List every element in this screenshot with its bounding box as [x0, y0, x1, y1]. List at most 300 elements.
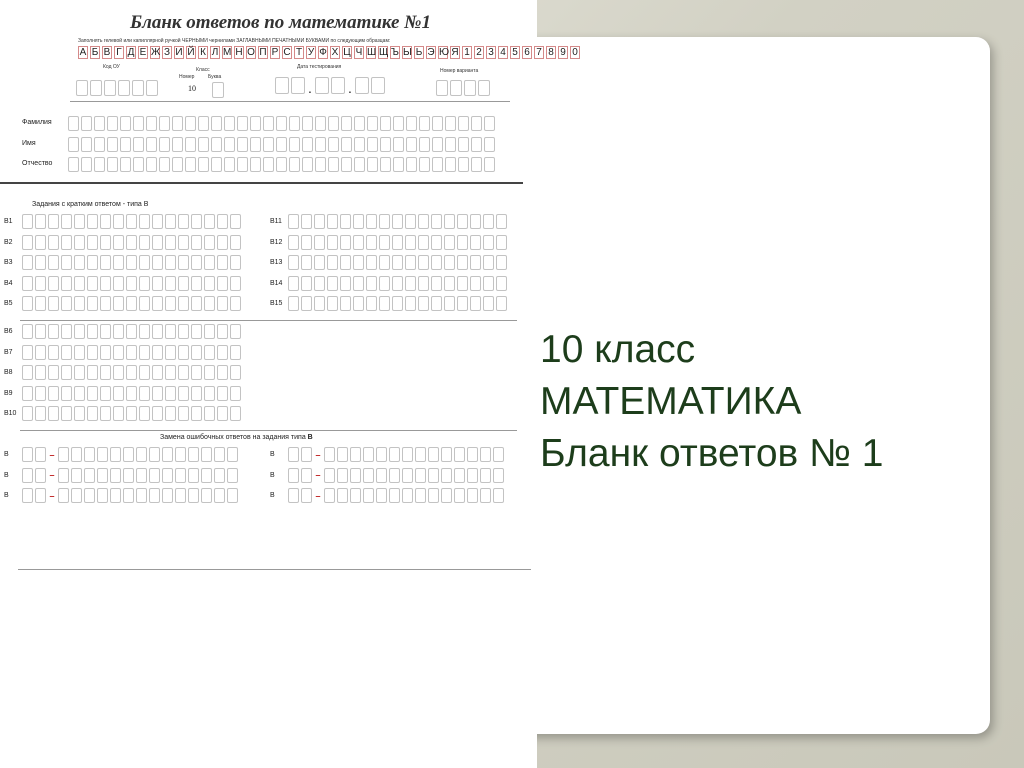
answer-cell: [444, 255, 455, 270]
answer-cell: [230, 276, 241, 291]
sample-char: 2: [474, 46, 484, 59]
answer-cell: [324, 488, 335, 503]
answer-cell: [393, 137, 404, 152]
answer-cell: [113, 345, 124, 360]
answer-cell: [87, 214, 98, 229]
answer-cell: [48, 296, 59, 311]
answer-cell: [302, 157, 313, 172]
answer-cell: [217, 365, 228, 380]
answer-cell: [217, 296, 228, 311]
answer-cell: [237, 157, 248, 172]
answer-cell: [22, 214, 33, 229]
answer-cell: [230, 235, 241, 250]
answer-cell: [87, 235, 98, 250]
replacement-row-label: В: [270, 492, 275, 499]
sample-char: Ю: [439, 47, 450, 58]
answer-cell: [457, 276, 468, 291]
answer-cell: [191, 406, 202, 421]
answer-cell: [314, 276, 325, 291]
answer-cell: [198, 157, 209, 172]
answer-cell: [204, 214, 215, 229]
answer-cell: [159, 157, 170, 172]
answer-cell: [35, 324, 46, 339]
answer-cell: [263, 137, 274, 152]
answer-cell: [201, 488, 212, 503]
answer-cell: [113, 324, 124, 339]
answer-cell: [74, 255, 85, 270]
answer-cell: [379, 214, 390, 229]
answer-cell: [58, 468, 69, 483]
answer-cell: [470, 235, 481, 250]
answer-cell: [379, 296, 390, 311]
answer-cell: [483, 255, 494, 270]
sample-char: Г: [114, 46, 124, 59]
answer-cell: [230, 324, 241, 339]
answer-cell: [113, 276, 124, 291]
answer-cell: [35, 235, 46, 250]
answer-cell: [136, 468, 147, 483]
answer-cell: [458, 157, 469, 172]
answer-row: [270, 276, 507, 291]
answer-cell: [458, 116, 469, 131]
answer-cell: [201, 468, 212, 483]
answer-cell: [113, 296, 124, 311]
answer-cell: [139, 276, 150, 291]
answer-cell: [376, 488, 387, 503]
answer-cell: [415, 468, 426, 483]
answer-cell: [204, 365, 215, 380]
answer-row: [4, 235, 241, 250]
answer-cell: [87, 255, 98, 270]
sample-char: Щ: [379, 47, 389, 58]
test-date-label: Дата тестирования: [297, 64, 342, 70]
answer-cell: [406, 116, 417, 131]
answer-cell: [162, 488, 173, 503]
answer-cell: [230, 345, 241, 360]
answer-cell: [340, 276, 351, 291]
sample-char: К: [198, 46, 208, 59]
answer-cell: [71, 447, 82, 462]
sample-char: Ы: [403, 47, 412, 58]
answer-cell: [250, 137, 261, 152]
answer-cell: [165, 255, 176, 270]
answer-cell: [457, 296, 468, 311]
answer-cell: [68, 157, 79, 172]
answer-cell: [178, 214, 189, 229]
answer-cell: [165, 345, 176, 360]
sample-char: У: [307, 47, 315, 58]
answer-cell: [165, 406, 176, 421]
answer-cell: [139, 345, 150, 360]
answer-row-label: B10: [4, 410, 17, 417]
answer-row-label: B9: [4, 389, 13, 397]
sample-char: Ф: [319, 47, 327, 58]
answer-cell: [314, 296, 325, 311]
answer-cell: [152, 345, 163, 360]
answer-cell: [353, 296, 364, 311]
answer-cell: [185, 116, 196, 131]
answer-cell: [366, 214, 377, 229]
answer-cell: [419, 137, 430, 152]
answer-cell: [136, 447, 147, 462]
answer-cell: [97, 488, 108, 503]
answer-cell: [35, 386, 46, 401]
answer-cell: [496, 214, 507, 229]
answer-cell: [126, 365, 137, 380]
answer-cell: [84, 488, 95, 503]
answer-cell: [496, 255, 507, 270]
answer-cell: [172, 157, 183, 172]
answer-cell: [217, 406, 228, 421]
answer-row-label: B5: [4, 300, 13, 307]
answer-cell: [188, 488, 199, 503]
sample-char: 4: [498, 46, 508, 59]
answer-cell: [87, 324, 98, 339]
answer-cell: [419, 157, 430, 172]
answer-cell: [165, 235, 176, 250]
answer-cell: [81, 137, 92, 152]
answer-cell: [224, 116, 235, 131]
answer-cell: [415, 447, 426, 462]
answer-cell: [74, 386, 85, 401]
answer-cell: [35, 345, 46, 360]
answer-cell: [444, 214, 455, 229]
answer-row: [4, 386, 241, 401]
answer-cell: [152, 324, 163, 339]
answer-cell: [263, 157, 274, 172]
answer-cell: [191, 235, 202, 250]
answer-cell: [149, 447, 160, 462]
school-code-label: Код ОУ: [103, 64, 120, 70]
answer-cell: [87, 345, 98, 360]
answer-cell: [217, 345, 228, 360]
answer-cell: [178, 345, 189, 360]
answer-cell: [113, 386, 124, 401]
answer-cell: [165, 365, 176, 380]
answer-cell: [350, 447, 361, 462]
answer-cell: [120, 157, 131, 172]
answer-cell: [418, 214, 429, 229]
sample-char: Э: [427, 47, 435, 58]
answer-cell: [406, 137, 417, 152]
sample-char: А: [79, 47, 87, 58]
class-number-label: Номер: [179, 74, 195, 80]
answer-cell: [61, 365, 72, 380]
answer-cell: [100, 324, 111, 339]
answer-cell: [289, 116, 300, 131]
class-letter-label: Буква: [208, 74, 222, 80]
answer-cell: [178, 255, 189, 270]
answer-cell: [496, 235, 507, 250]
sample-char: 5: [510, 46, 520, 59]
answer-cell: [341, 157, 352, 172]
answer-cell: [100, 296, 111, 311]
answer-cell: [341, 116, 352, 131]
answer-cell: [301, 296, 312, 311]
answer-cell: [35, 296, 46, 311]
answer-cell: [113, 365, 124, 380]
answer-cell: [48, 235, 59, 250]
answer-cell: [113, 255, 124, 270]
answer-cell: [100, 386, 111, 401]
answer-cell: [87, 386, 98, 401]
answer-cell: [327, 276, 338, 291]
answer-cell: [454, 468, 465, 483]
answer-cell: [276, 116, 287, 131]
sample-char: 6: [522, 46, 532, 59]
sample-char: С: [283, 47, 291, 58]
replacement-row: [4, 468, 238, 483]
answer-cell: [126, 235, 137, 250]
answer-cell: [237, 116, 248, 131]
answer-cell: [432, 157, 443, 172]
answer-cell: [493, 447, 504, 462]
answer-cell: [204, 324, 215, 339]
answer-cell: [480, 488, 491, 503]
answer-cell: [188, 447, 199, 462]
answer-cell: [302, 137, 313, 152]
answer-cell: [432, 116, 443, 131]
answer-cell: [379, 276, 390, 291]
answer-cell: [217, 276, 228, 291]
answer-cell: [178, 276, 189, 291]
answer-cell: [483, 276, 494, 291]
answer-cell: [22, 276, 33, 291]
answer-cell: [204, 386, 215, 401]
answer-cell: [87, 296, 98, 311]
answer-cell: [484, 137, 495, 152]
slide-caption: [540, 324, 883, 480]
replacement-divider: [20, 430, 517, 431]
surname-boxes: [68, 116, 495, 131]
answer-cell: [61, 214, 72, 229]
answer-cell: [191, 276, 202, 291]
answer-cell: [363, 447, 374, 462]
answer-cell: [175, 447, 186, 462]
answer-cell: [431, 276, 442, 291]
sample-char: И: [175, 47, 183, 58]
answer-cell: [120, 116, 131, 131]
answer-row: [270, 235, 507, 250]
answer-cell: [230, 406, 241, 421]
answer-cell: [214, 447, 225, 462]
answer-cell: [483, 296, 494, 311]
answer-cell: [217, 235, 228, 250]
answer-cell: [94, 137, 105, 152]
answer-cell: [35, 255, 46, 270]
answer-cell: [471, 137, 482, 152]
answer-row: [4, 345, 241, 360]
answer-cell: [61, 324, 72, 339]
answer-cell: [162, 447, 173, 462]
answer-cell: [71, 468, 82, 483]
replacement-dash: –: [49, 449, 55, 460]
sample-character-row: [78, 46, 580, 59]
answer-cell: [367, 157, 378, 172]
answer-cell: [198, 116, 209, 131]
sample-char: 7: [534, 46, 544, 59]
replacement-row: [270, 447, 504, 462]
answer-cell: [444, 235, 455, 250]
answer-cell: [353, 276, 364, 291]
answer-cell: [367, 137, 378, 152]
answer-cell: [402, 468, 413, 483]
answer-cell: [100, 276, 111, 291]
answer-cell: [366, 276, 377, 291]
answer-cell: [315, 137, 326, 152]
answer-cell: [405, 296, 416, 311]
replacement-row: [270, 468, 504, 483]
answer-cell: [71, 488, 82, 503]
answer-cell: [81, 116, 92, 131]
answer-cell: [211, 137, 222, 152]
answer-cell: [402, 447, 413, 462]
class-number-value: 10: [188, 84, 196, 93]
answer-cell: [100, 365, 111, 380]
answer-cell: [263, 116, 274, 131]
answer-row: [4, 324, 241, 339]
answer-cell: [288, 255, 299, 270]
replacement-row: [4, 447, 238, 462]
answer-cell: [496, 296, 507, 311]
replacement-dash: –: [49, 490, 55, 501]
answer-cell: [340, 235, 351, 250]
answer-cell: [152, 276, 163, 291]
answer-cell: [470, 255, 481, 270]
answer-cell: [165, 386, 176, 401]
answer-cell: [337, 447, 348, 462]
answer-cell: [126, 276, 137, 291]
answer-cell: [315, 157, 326, 172]
answer-cell: [175, 488, 186, 503]
answer-row-label: B3: [4, 259, 13, 266]
answer-row: [4, 276, 241, 291]
answer-cell: [214, 468, 225, 483]
answer-cell: [327, 255, 338, 270]
answer-cell: [230, 214, 241, 229]
answer-cell: [74, 324, 85, 339]
slide-line-form-title: Бланк ответов № 1: [540, 432, 884, 475]
answer-cell: [126, 406, 137, 421]
answer-cell: [165, 276, 176, 291]
answer-cell: [58, 488, 69, 503]
surname-label: Фамилия: [22, 119, 52, 126]
answer-cell: [74, 296, 85, 311]
answer-cell: [139, 324, 150, 339]
answer-cell: [178, 324, 189, 339]
answer-cell: [191, 324, 202, 339]
sample-char: Р: [271, 47, 279, 58]
answer-cell: [340, 255, 351, 270]
patronymic-label: Отчество: [22, 160, 53, 167]
answer-cell: [493, 488, 504, 503]
answer-row-label: B8: [4, 369, 13, 376]
answer-cell: [418, 296, 429, 311]
answer-cell: [48, 406, 59, 421]
answer-cell: [133, 116, 144, 131]
answer-cell: [113, 214, 124, 229]
answer-cell: [107, 137, 118, 152]
answer-cell: [288, 214, 299, 229]
answer-cell: [392, 255, 403, 270]
answer-cell: [314, 214, 325, 229]
answer-cell: [74, 214, 85, 229]
answer-cell: [393, 116, 404, 131]
answer-cell: [366, 296, 377, 311]
answer-cell: [175, 468, 186, 483]
answer-cell: [471, 157, 482, 172]
answer-cell: [22, 406, 33, 421]
variant-label: Номер варианта: [440, 68, 479, 74]
sample-char: Ъ: [391, 47, 399, 58]
answer-cell: [191, 214, 202, 229]
answer-cell: [113, 235, 124, 250]
replacement-dash: –: [315, 490, 321, 501]
answer-cell: [415, 488, 426, 503]
answer-cell: [178, 365, 189, 380]
answer-cell: [224, 137, 235, 152]
answer-cell: [201, 447, 212, 462]
answer-cell: [211, 116, 222, 131]
answer-cell: [94, 116, 105, 131]
answer-cell: [68, 116, 79, 131]
answer-cell: [367, 116, 378, 131]
answer-cell: [22, 255, 33, 270]
sample-char: 8: [546, 46, 556, 59]
answer-cell: [22, 235, 33, 250]
answer-row: [4, 255, 241, 270]
answer-cell: [230, 255, 241, 270]
answer-cell: [126, 296, 137, 311]
answer-cell: [392, 235, 403, 250]
answer-cell: [353, 214, 364, 229]
answer-cell: [237, 137, 248, 152]
answer-cell: [139, 365, 150, 380]
answer-cell: [81, 157, 92, 172]
answer-cell: [191, 345, 202, 360]
answer-cell: [126, 386, 137, 401]
answer-cell: [354, 116, 365, 131]
answer-cell: [327, 296, 338, 311]
answer-row-label: B11: [270, 218, 282, 225]
answer-cell: [178, 386, 189, 401]
slide-line-class: 10 класс: [540, 328, 696, 371]
answer-cell: [61, 386, 72, 401]
answer-cell: [97, 468, 108, 483]
answer-cell: [302, 116, 313, 131]
answer-cell: [366, 235, 377, 250]
answer-cell: [445, 157, 456, 172]
answer-cell: [405, 276, 416, 291]
answer-cell: [467, 488, 478, 503]
answer-row-label: B1: [4, 218, 13, 225]
answer-cell: [224, 157, 235, 172]
answer-cell: [165, 214, 176, 229]
answer-cell: [363, 488, 374, 503]
answer-cell: [139, 214, 150, 229]
answer-cell: [445, 137, 456, 152]
answer-cell: [288, 235, 299, 250]
answer-row-label: B7: [4, 348, 13, 356]
replacement-row-label: В: [4, 471, 9, 479]
answer-cell: [146, 116, 157, 131]
answer-cell: [84, 447, 95, 462]
answer-cell: [444, 296, 455, 311]
answer-cell: [376, 468, 387, 483]
variant-boxes: [436, 80, 490, 96]
answer-cell: [418, 276, 429, 291]
answer-row: [270, 255, 507, 270]
